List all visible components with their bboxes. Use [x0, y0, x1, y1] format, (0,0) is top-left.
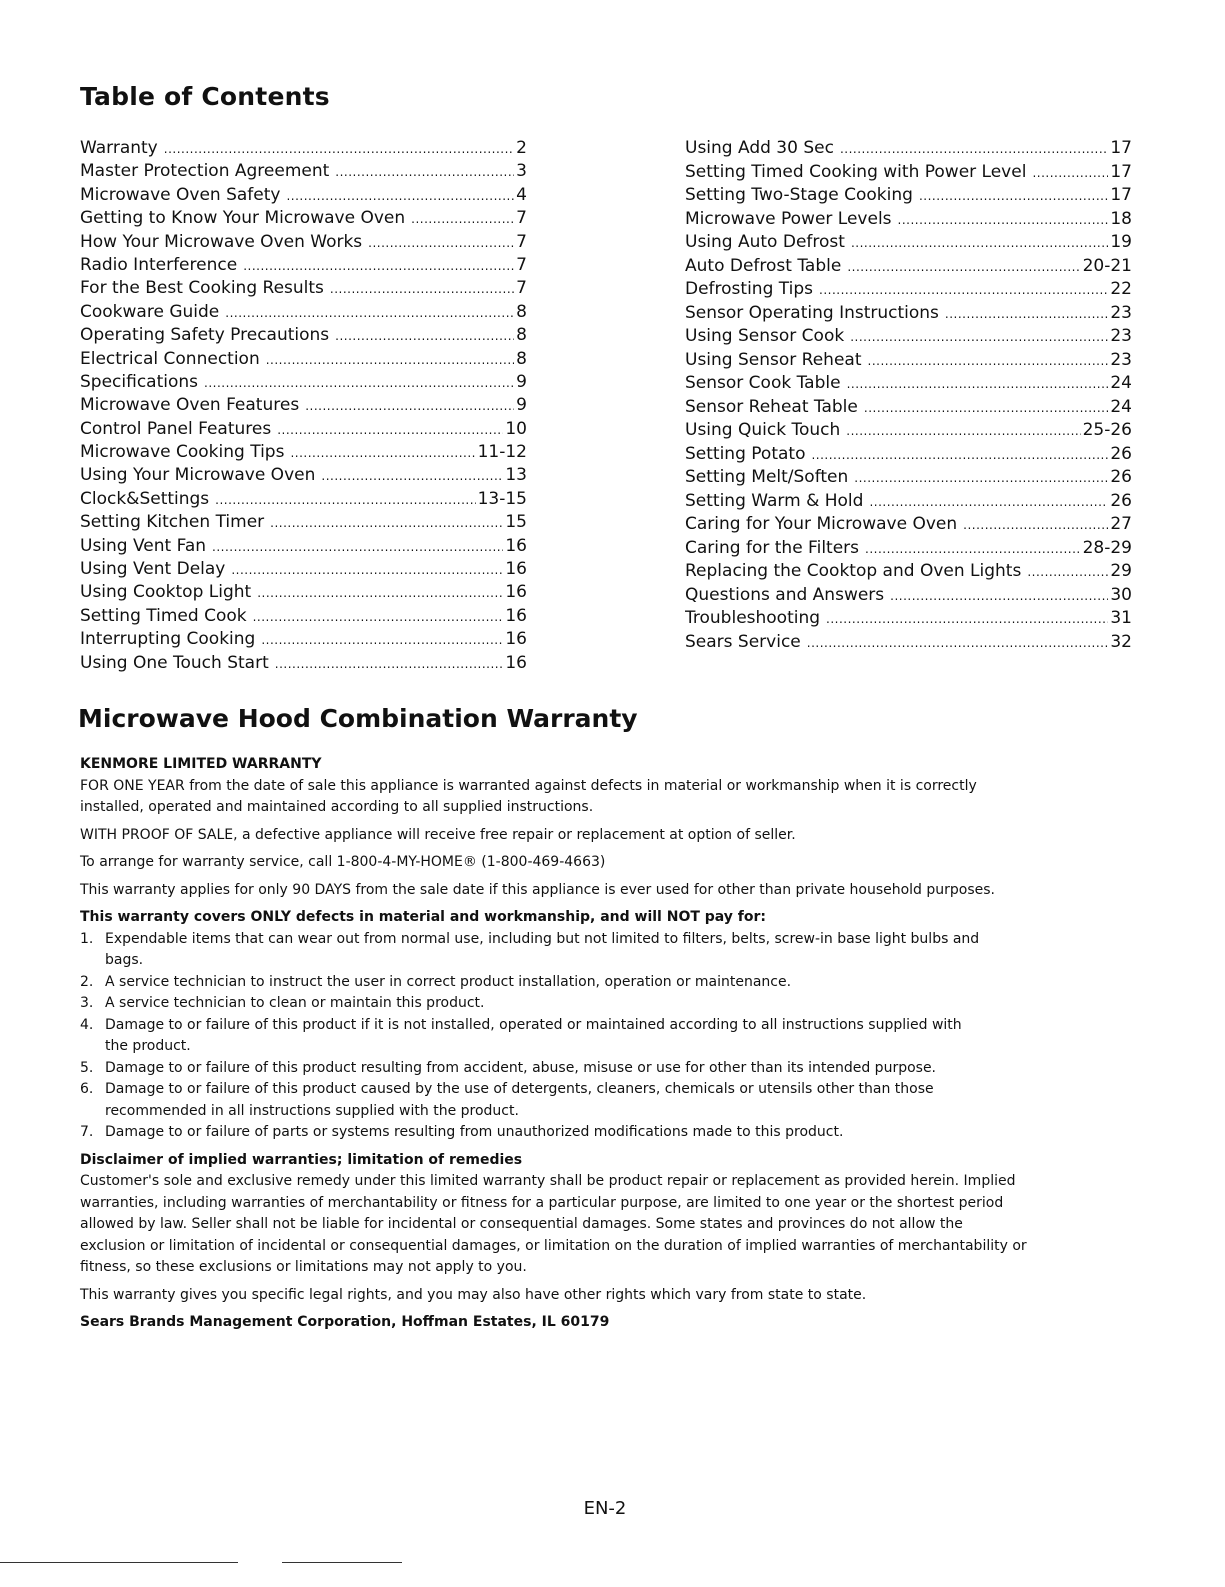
- exclusion-number: 7.: [80, 1124, 94, 1140]
- warranty-title: Microwave Hood Combination Warranty: [78, 704, 638, 733]
- toc-dot-leader: [865, 542, 1081, 556]
- page-number: EN-2: [583, 1498, 627, 1519]
- toc-entry: [685, 632, 1132, 656]
- toc-dot-leader: [864, 401, 1108, 415]
- toc-dot-leader: [1032, 166, 1108, 180]
- toc-entry-title: For the Best Cooking Results: [80, 278, 324, 299]
- exclusion-number: 6.: [80, 1081, 94, 1097]
- toc-dot-leader: [963, 518, 1108, 532]
- toc-dot-leader: [266, 353, 514, 367]
- toc-entry-page: 23: [1110, 326, 1132, 346]
- toc-left-column: [80, 138, 527, 676]
- toc-dot-leader: [868, 354, 1109, 368]
- warranty-paragraph-household: This warranty applies for only 90 DAYS from the sale date if this appliance is ever used for other than private household purposes.: [80, 881, 996, 898]
- toc-entry: [80, 653, 527, 676]
- toc-dot-leader: [411, 212, 514, 226]
- toc-entry-title: Microwave Cooking Tips: [80, 442, 285, 463]
- toc-entry-page: 26: [1110, 443, 1132, 464]
- toc-dot-leader: [290, 446, 475, 460]
- toc-entry-title: Control Panel Features: [80, 418, 272, 439]
- exclusion-text: Damage to or failure of parts or systems resulting from unauthorized modifications made to this product.: [105, 1124, 844, 1140]
- toc-entry-page: 10: [505, 418, 527, 439]
- disclaimer-heading: Disclaimer of implied warranties; limitation of remedies: [80, 1151, 523, 1168]
- toc-entry: [685, 256, 1132, 280]
- toc-entry-title: Microwave Oven Safety: [80, 184, 281, 205]
- toc-entry: [80, 419, 527, 442]
- toc-dot-leader: [854, 471, 1108, 485]
- warranty-paragraph-proof: WITH PROOF OF SALE, a defective appliance will receive free repair or replacement at option of seller.: [80, 826, 796, 843]
- toc-entry: [80, 395, 527, 418]
- toc-entry-page: 8: [516, 348, 527, 369]
- toc-entry: [685, 444, 1132, 468]
- toc-dot-leader: [261, 633, 503, 647]
- toc-entry-page: 26: [1110, 490, 1132, 511]
- toc-dot-leader: [890, 589, 1108, 603]
- toc-entry-title: Using Add 30 Sec: [685, 138, 834, 158]
- toc-dot-leader: [807, 636, 1109, 650]
- toc-entry-page: 16: [505, 535, 527, 556]
- disclaimer-text: Customer's sole and exclusive remedy under this limited warranty shall be product repair or replacement as provided herein. Implied warranties, including warranties of merchantability or fitness for a particular purpose, are limited to one year or the shortest period allowed by law. Seller shall not be liable for incidental or consequential damages. Some states and provinces do not allow the exclusion or limitation of incidental or consequential damages, or limitation on the duration of implied warranties of merchantability or fitness, so these exclusions or limitations may not apply to you.: [80, 1173, 1027, 1275]
- toc-entry-page: 7: [516, 278, 527, 299]
- toc-entry-page: 24: [1110, 396, 1132, 417]
- toc-entry-page: 27: [1110, 514, 1132, 534]
- toc-entry: [685, 561, 1132, 585]
- exclusion-item: [80, 993, 1030, 1015]
- exclusions-list: [80, 929, 1030, 1144]
- toc-dot-leader: [164, 142, 514, 156]
- toc-entry-title: Setting Timed Cooking with Power Level: [685, 161, 1027, 182]
- toc-entry-title: Using Vent Delay: [80, 559, 226, 580]
- scan-artifact-line: [282, 1562, 402, 1563]
- warranty-paragraph-service: To arrange for warranty service, call 1-800-4-MY-HOME® (1-800-469-4663): [80, 854, 606, 870]
- toc-entry-page: 19: [1110, 232, 1132, 252]
- toc-entry-page: 28-29: [1082, 537, 1132, 558]
- toc-entry-page: 22: [1110, 279, 1132, 299]
- toc-dot-leader: [330, 282, 514, 296]
- toc-entry-page: 17: [1110, 161, 1132, 182]
- toc-entry-title: Setting Warm & Hold: [685, 490, 864, 511]
- toc-entry-title: Using Your Microwave Oven: [80, 465, 316, 486]
- toc-dot-leader: [212, 540, 503, 554]
- exclusion-number: 1.: [80, 930, 94, 947]
- toc-entry-page: 25-26: [1082, 420, 1132, 440]
- toc-entry: [80, 372, 527, 395]
- toc-entry-title: Microwave Power Levels: [685, 208, 892, 229]
- toc-right-column: [685, 138, 1132, 655]
- toc-entry-title: Radio Interference: [80, 254, 238, 275]
- toc-dot-leader: [225, 306, 514, 320]
- toc-entry: [685, 162, 1132, 186]
- exclusion-text: Damage to or failure of this product if it is not installed, operated or maintained according to all instructions supplied with the product.: [105, 1016, 962, 1054]
- toc-entry-title: Warranty: [80, 138, 158, 158]
- toc-entry: [685, 585, 1132, 609]
- toc-entry-title: Specifications: [80, 371, 199, 392]
- exclusion-number: 2.: [80, 973, 94, 990]
- toc-entry-page: 32: [1110, 631, 1132, 652]
- toc-entry: [80, 582, 527, 605]
- toc-entry-title: Interrupting Cooking: [80, 629, 256, 650]
- exclusion-item: [80, 1058, 1030, 1080]
- toc-entry: [80, 232, 527, 255]
- toc-entry-title: Using Sensor Cook: [685, 326, 845, 346]
- toc-entry-page: 16: [505, 629, 527, 650]
- toc-dot-leader: [846, 424, 1080, 438]
- company-address: Sears Brands Management Corporation, Hoffman Estates, IL 60179: [80, 1314, 610, 1330]
- toc-entry-page: 3: [516, 161, 527, 182]
- toc-entry-page: 20-21: [1082, 255, 1132, 276]
- toc-entry-page: 18: [1110, 208, 1132, 229]
- warranty-paragraph-term: FOR ONE YEAR from the date of sale this appliance is warranted against defects in material or workmanship when it is correctly installed, operated and maintained according to all supplied instructions.: [80, 777, 977, 815]
- toc-entry-title: How Your Microwave Oven Works: [80, 231, 363, 252]
- toc-dot-leader: [243, 259, 514, 273]
- toc-entry: [80, 185, 527, 208]
- toc-entry-page: 16: [505, 582, 527, 603]
- toc-dot-leader: [368, 236, 514, 250]
- toc-entry: [80, 325, 527, 348]
- toc-entry-page: 23: [1110, 349, 1132, 370]
- toc-entry-title: Setting Timed Cook: [80, 605, 247, 626]
- toc-entry-title: Auto Defrost Table: [685, 255, 842, 276]
- toc-entry-page: 2: [516, 138, 527, 158]
- toc-entry: [685, 373, 1132, 397]
- toc-entry: [685, 185, 1132, 209]
- toc-dot-leader: [826, 612, 1108, 626]
- toc-entry-page: 30: [1110, 584, 1132, 605]
- toc-entry-page: 23: [1110, 302, 1132, 323]
- toc-entry: [685, 491, 1132, 515]
- toc-entry-title: Using Auto Defrost: [685, 232, 845, 252]
- scan-artifact-line: [0, 1562, 238, 1563]
- toc-entry-title: Using Cooktop Light: [80, 582, 252, 603]
- exclusion-text: A service technician to instruct the user in correct product installation, operation or maintenance.: [105, 973, 792, 990]
- exclusion-text: A service technician to clean or maintain this product.: [105, 995, 485, 1011]
- toc-entry: [80, 606, 527, 629]
- exclusion-item: [80, 929, 1030, 972]
- toc-entry: [685, 608, 1132, 632]
- toc-entry-title: Defrosting Tips: [685, 279, 813, 299]
- toc-entry-page: 31: [1110, 608, 1132, 628]
- toc-entry-title: Getting to Know Your Microwave Oven: [80, 208, 406, 229]
- toc-dot-leader: [851, 236, 1108, 250]
- toc-dot-leader: [270, 516, 503, 530]
- exclusion-item: [80, 972, 1030, 994]
- toc-dot-leader: [257, 586, 503, 600]
- toc-entry-title: Electrical Connection: [80, 348, 260, 369]
- exclusion-text: Expendable items that can wear out from normal use, including but not limited to filters, belts, screw-in base light bulbs and bags.: [105, 930, 980, 968]
- toc-entry-page: 9: [516, 395, 527, 416]
- toc-entry-title: Sears Service: [685, 631, 801, 652]
- warranty-body: [80, 754, 1030, 1334]
- toc-entry-page: 17: [1110, 138, 1132, 158]
- toc-entry-title: Replacing the Cooktop and Oven Lights: [685, 561, 1022, 581]
- toc-dot-leader: [847, 260, 1080, 274]
- toc-dot-leader: [811, 448, 1108, 462]
- toc-dot-leader: [819, 283, 1108, 297]
- toc-entry-title: Microwave Oven Features: [80, 395, 300, 416]
- exclusion-text: Damage to or failure of this product caused by the use of detergents, cleaners, chemicals or utensils other than those recommended in all instructions supplied with the product.: [105, 1081, 934, 1119]
- toc-entry-page: 7: [516, 231, 527, 252]
- toc-dot-leader: [215, 493, 475, 507]
- toc-entry-page: 9: [516, 371, 527, 392]
- toc-entry: [685, 303, 1132, 327]
- toc-entry-page: 7: [516, 208, 527, 229]
- toc-entry: [685, 232, 1132, 256]
- toc-entry: [80, 278, 527, 301]
- toc-entry-title: Operating Safety Precautions: [80, 325, 330, 346]
- toc-entry: [80, 302, 527, 325]
- toc-entry: [80, 161, 527, 184]
- toc-entry: [685, 420, 1132, 444]
- toc-dot-leader: [275, 657, 504, 671]
- exclusion-item: [80, 1015, 1030, 1058]
- toc-dot-leader: [850, 330, 1108, 344]
- toc-entry-title: Using One Touch Start: [80, 652, 269, 673]
- toc-entry: [685, 209, 1132, 233]
- toc-entry-page: 13-15: [477, 488, 527, 509]
- toc-dot-leader: [286, 189, 514, 203]
- toc-dot-leader: [231, 563, 503, 577]
- toc-dot-leader: [1027, 565, 1108, 579]
- exclusion-item: [80, 1122, 1030, 1144]
- toc-entry: [80, 512, 527, 535]
- toc-entry-title: Troubleshooting: [685, 608, 821, 628]
- toc-entry-title: Using Vent Fan: [80, 535, 207, 556]
- toc-entry: [685, 467, 1132, 491]
- legal-rights-text: This warranty gives you specific legal rights, and you may also have other rights which vary from state to state.: [80, 1286, 867, 1303]
- toc-dot-leader: [898, 213, 1109, 227]
- toc-entry-title: Caring for the Filters: [685, 537, 860, 558]
- exclusion-number: 4.: [80, 1016, 94, 1033]
- exclusion-text: Damage to or failure of this product resulting from accident, abuse, misuse or use for other than its intended purpose.: [105, 1059, 937, 1076]
- toc-dot-leader: [919, 189, 1108, 203]
- toc-entry: [80, 349, 527, 372]
- toc-entry: [685, 279, 1132, 303]
- toc-entry-title: Caring for Your Microwave Oven: [685, 514, 958, 534]
- toc-dot-leader: [847, 377, 1109, 391]
- toc-entry: [80, 442, 527, 465]
- toc-entry: [685, 350, 1132, 374]
- toc-dot-leader: [277, 423, 503, 437]
- toc-title: Table of Contents: [80, 82, 330, 111]
- toc-entry-title: Setting Kitchen Timer: [80, 512, 265, 533]
- exclusion-number: 3.: [80, 995, 94, 1011]
- toc-entry-page: 24: [1110, 373, 1132, 393]
- toc-entry-page: 11-12: [477, 442, 527, 463]
- exclusion-number: 5.: [80, 1059, 94, 1076]
- toc-entry: [685, 397, 1132, 421]
- toc-entry-page: 4: [516, 184, 527, 205]
- toc-entry-title: Sensor Operating Instructions: [685, 302, 939, 323]
- toc-entry: [80, 208, 527, 231]
- toc-entry: [685, 514, 1132, 538]
- toc-entry: [685, 326, 1132, 350]
- toc-dot-leader: [869, 495, 1108, 509]
- covers-heading: This warranty covers ONLY defects in material and workmanship, and will NOT pay for:: [80, 909, 767, 925]
- toc-entry-title: Setting Potato: [685, 443, 806, 464]
- toc-entry: [80, 629, 527, 652]
- toc-dot-leader: [253, 610, 504, 624]
- toc-entry: [80, 465, 527, 488]
- toc-entry-title: Using Quick Touch: [685, 420, 841, 440]
- toc-dot-leader: [335, 329, 514, 343]
- toc-entry-page: 7: [516, 254, 527, 275]
- toc-dot-leader: [204, 376, 514, 390]
- toc-entry-page: 8: [516, 301, 527, 322]
- toc-entry-page: 16: [505, 652, 527, 673]
- toc-entry: [685, 138, 1132, 162]
- toc-entry: [80, 536, 527, 559]
- toc-entry-page: 16: [505, 559, 527, 580]
- toc-dot-leader: [945, 307, 1108, 321]
- toc-entry: [685, 538, 1132, 562]
- toc-dot-leader: [321, 469, 503, 483]
- toc-entry-page: 13: [505, 465, 527, 486]
- toc-entry: [80, 559, 527, 582]
- toc-dot-leader: [840, 142, 1108, 156]
- toc-entry-title: Clock&Settings: [80, 488, 210, 509]
- toc-entry-title: Setting Melt/Soften: [685, 467, 849, 487]
- toc-entry-page: 17: [1110, 185, 1132, 205]
- toc-entry-title: Cookware Guide: [80, 301, 220, 322]
- toc-entry-page: 29: [1110, 561, 1132, 581]
- toc-entry: [80, 489, 527, 512]
- toc-dot-leader: [305, 399, 514, 413]
- toc-entry-page: 26: [1110, 467, 1132, 487]
- toc-dot-leader: [335, 165, 514, 179]
- toc-entry-page: 8: [516, 325, 527, 346]
- warranty-heading: KENMORE LIMITED WARRANTY: [80, 756, 322, 772]
- toc-entry: [80, 255, 527, 278]
- toc-entry-title: Setting Two-Stage Cooking: [685, 185, 913, 205]
- toc-entry-title: Using Sensor Reheat: [685, 349, 862, 370]
- toc-entry-page: 16: [505, 605, 527, 626]
- toc-entry-title: Questions and Answers: [685, 584, 885, 605]
- toc-entry-title: Sensor Cook Table: [685, 373, 841, 393]
- toc-entry: [80, 138, 527, 161]
- exclusion-item: [80, 1079, 1030, 1122]
- toc-entry-page: 15: [505, 512, 527, 533]
- toc-entry-title: Master Protection Agreement: [80, 161, 330, 182]
- toc-entry-title: Sensor Reheat Table: [685, 396, 858, 417]
